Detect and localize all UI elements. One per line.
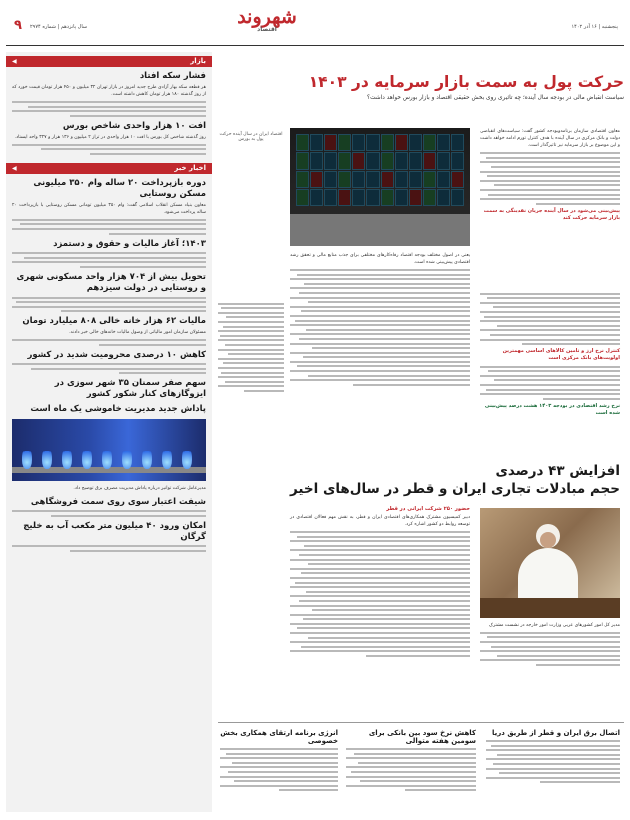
gas-flame-photo <box>12 419 206 481</box>
bottom-article <box>486 729 620 786</box>
issue-date: پنجشنبه | ۱۶ آذر ۱۴۰۲ <box>571 24 618 30</box>
lead-article-header <box>218 72 624 101</box>
flame-icon <box>142 447 152 469</box>
flame-icon <box>62 447 72 469</box>
newspaper-logo[interactable] <box>232 8 302 40</box>
arrow-icon: ◀ <box>12 164 17 172</box>
headline[interactable]: مالیات ۶۲ هزار خانه خالی ۸۰۸ میلیارد تومان <box>22 316 206 327</box>
news-sidebar <box>6 52 212 812</box>
article-title-line1[interactable]: افزایش ۴۳ درصدی <box>495 463 620 479</box>
text-lines <box>480 366 620 400</box>
text-lines <box>12 297 206 313</box>
text-lines <box>12 219 206 235</box>
second-article-body <box>290 506 470 660</box>
bottom-article <box>220 729 338 794</box>
article-subhead: حضور ۲۵۰ شرکت ایرانی در قطر <box>386 506 470 512</box>
arrow-icon: ◀ <box>12 58 17 65</box>
text-lines <box>480 152 620 205</box>
text-lines <box>486 740 620 783</box>
headline[interactable]: اتصال برق ایران و قطر از طریق دریا <box>492 729 620 737</box>
news-text: هر قطعه سکه بهار آزادی طرح جدید امروز در بازار تهران ۳۲ میلیون و ۴۵۰ هزار تومان قیمت خورد که از روز گذشته ۱۸۰ هزار تومان کاهش داشته است. <box>12 85 206 98</box>
article-text: معاون اقتصادی سازمان برنامه‌وبودجه کشور گفت: سیاست‌های انقباضی دولت و بانک مرکزی در سال آینده با هدف کنترل تورم ادامه خواهد داشت و این موضوع بر بازار سرمایه نیز تاثیرگذار است. <box>480 129 620 149</box>
text-lines <box>290 269 470 386</box>
text-lines <box>290 531 470 657</box>
headline[interactable]: ۱۴۰۳؛ آغاز مالیات و حقوق و دستمزد <box>53 238 206 249</box>
logo-text: شهروند <box>237 6 297 28</box>
bottom-article <box>346 729 476 794</box>
article-text: دبیر کمیسیون مشترک همکاری‌های اقتصادی ایران و قطر، به نقش مهم فعالان اقتصادی در توسعه روابط دو کشور اشاره کرد. <box>290 515 470 528</box>
desk <box>480 598 620 618</box>
news-text: مدیرعامل شرکت توانیر درباره پاداش مدیریت مصرف برق توضیح داد. <box>73 486 206 492</box>
pull-quote: پیش‌بینی می‌شود در سال آینده جریان نقدینگی به سمت بازار سرمایه حرکت کند <box>483 207 620 221</box>
text-lines <box>480 293 620 346</box>
headline[interactable]: فشار سکه افتاد <box>139 71 206 81</box>
pull-quote: کنترل نرخ ارز و تامین کالاهای اساسی مهمترین اولویت‌های بانک مرکزی است <box>502 348 620 362</box>
narrow-column <box>218 300 284 394</box>
trading-floor <box>290 214 470 246</box>
lead-title[interactable]: حرکت پول به سمت بازار سرمایه در ۱۴۰۳ <box>308 73 624 91</box>
headline[interactable]: شیفت اعتبار سوی روی سمت فروشگاهی <box>30 496 206 507</box>
lead-column-left <box>290 252 470 452</box>
flame-icon <box>122 447 132 469</box>
photo-caption: اقتصاد ایران در سال آینده حرکت پول به بورس <box>219 132 283 142</box>
bottom-news-strip <box>218 722 624 814</box>
flame-icon <box>22 447 32 469</box>
section-title: بازار <box>190 57 206 65</box>
lead-column-right-lower <box>480 290 620 420</box>
news-text: معاون بنیاد مسکن انقلاب اسلامی گفت: وام ۳۵۰ میلیون تومانی مسکن روستایی با بازپرداخت ۲۰ ساله پرداخت می‌شود. <box>12 202 206 215</box>
flame-icon <box>182 447 192 469</box>
section-title: اخبار خبر <box>174 163 206 172</box>
article-title-line2[interactable]: حجم مبادلات تجاری ایران و قطر در سال‌های اخیر <box>290 481 620 497</box>
text-lines <box>12 510 206 517</box>
text-lines <box>480 632 620 666</box>
text-lines <box>12 144 206 155</box>
flame-icon <box>82 447 92 469</box>
masthead <box>6 6 624 46</box>
page-number: ۹ <box>14 18 22 33</box>
text-lines <box>12 363 206 374</box>
flame-icon <box>162 447 172 469</box>
headline[interactable]: انرژی برنامه ارتقای همکاری بخش خصوصی <box>220 729 338 745</box>
flame-icon <box>42 447 52 469</box>
news-text: مسئولان سازمان امور مالیاتی از وصول مالیات خانه‌های خالی خبر دادند. <box>69 330 206 336</box>
photo-caption: مدیر کل امور کشورهای عربی وزارت امور خارجه در نشست مشترک <box>488 623 620 628</box>
pull-quote: نرخ رشد اقتصادی در بودجه ۱۴۰۳ هشت درصد پیش‌بینی شده است <box>484 402 620 416</box>
photo-caption-block <box>480 622 620 669</box>
headline[interactable]: امکان ورود ۴۰ میلیون متر مکعب آب به خلیج گرگان <box>23 520 206 542</box>
official-photo <box>480 508 620 618</box>
section-bar-market <box>6 56 212 67</box>
headline[interactable]: تحویل بیش از ۷۰۴ هزار واحد مسکونی شهری و روستایی در دولت سیزدهم <box>16 271 206 293</box>
stock-exchange-photo <box>290 128 470 246</box>
headline[interactable]: افت ۱۰ هزار واحدی شاخص بورس <box>62 120 206 131</box>
headline[interactable]: کاهش نرخ سود بین بانکی برای سومین هفته متوالی <box>368 729 476 745</box>
issue-number: سال پانزدهم | شماره ۲۹۷۴ <box>30 24 88 30</box>
headline[interactable]: کاهش ۱۰ درصدی محرومیت شدید در کشور <box>27 349 206 360</box>
section-bar-news <box>6 163 212 174</box>
lead-column-right <box>480 128 620 225</box>
second-article-header <box>290 462 620 498</box>
text-lines <box>220 748 338 791</box>
headline[interactable]: پاداش جدید مدیریت خاموشی یک ماه است <box>30 404 206 415</box>
logo-prefix: اقتصاد <box>257 26 277 33</box>
text-lines <box>12 101 206 117</box>
text-lines <box>12 339 206 346</box>
news-text: روز گذشته شاخص کل بورس با افت ۱۰ هزار واحدی در تراز ۲ میلیون و ۱۳۶ هزار و ۳۲۷ واحد ایستاد. <box>14 134 206 140</box>
text-lines <box>12 545 206 552</box>
text-lines <box>12 252 206 268</box>
lead-subtitle: سیاست انقباض مالی در بودجه سال آینده؛ چه تاثیری روی بخش حقیقی اقتصاد و بازار بورس خواهد داشت؟ <box>367 95 624 101</box>
article-text: یعنی در اصول مختلف بودجه اقتصاد رفاه‌کارهای مختلفی برای جذب منابع مالی و تحقق رشد اقتصادی پیش‌بینی شده است. <box>290 253 470 266</box>
flame-icon <box>102 447 112 469</box>
headline[interactable]: دوره بازپرداخت ۲۰ ساله وام ۳۵۰ میلیونی مسکن روستایی <box>33 177 206 199</box>
text-lines <box>218 303 284 392</box>
ticker-board <box>296 134 464 206</box>
text-lines <box>346 748 476 791</box>
headline[interactable]: سهم صفر سمنان ۳۵ شهر سوزی در ایزوگازهای کنار شکور کشور <box>54 378 206 400</box>
